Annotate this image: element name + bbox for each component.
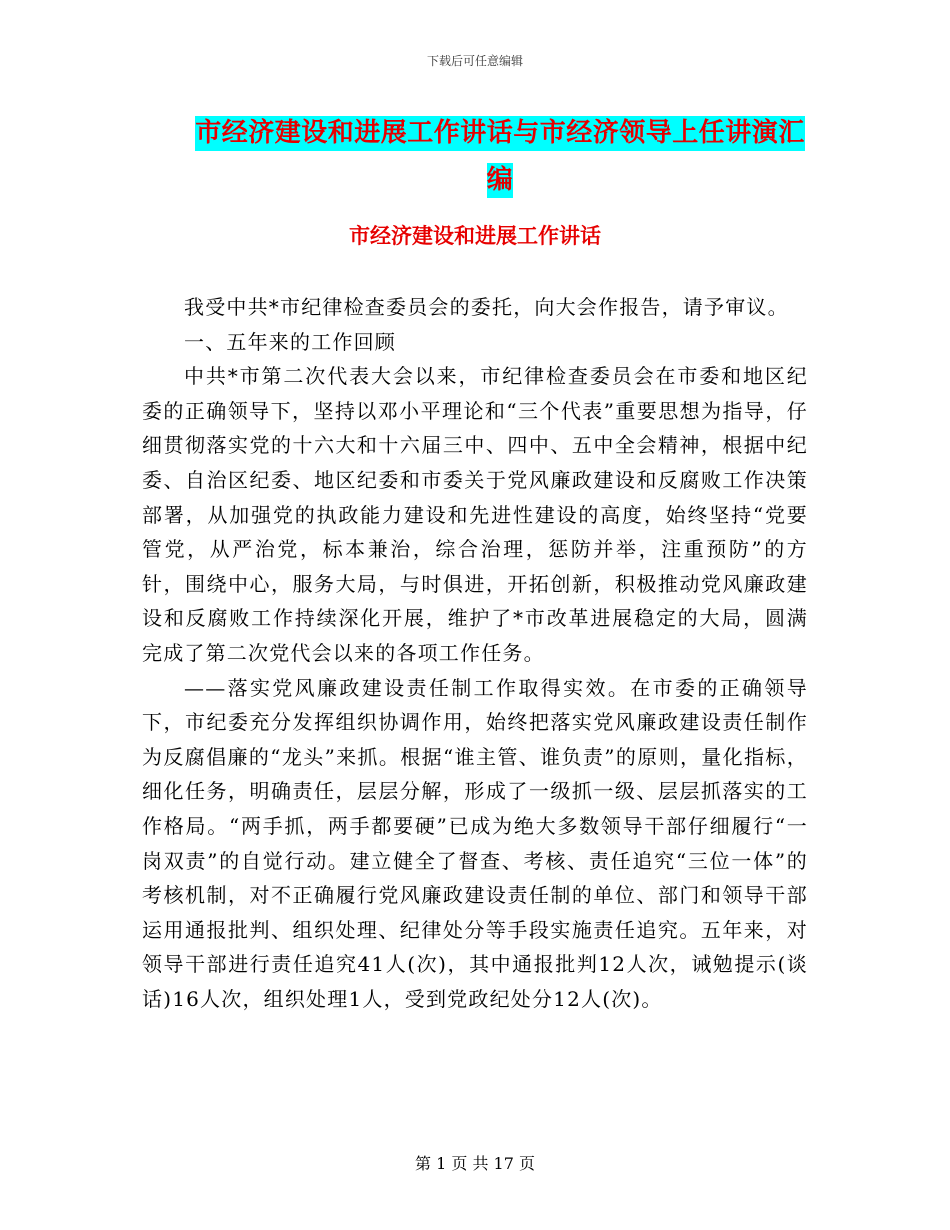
page-header-note: 下载后可任意编辑	[426, 54, 523, 68]
page-number: 第 1 页 共 17 页	[415, 1154, 535, 1173]
paragraph-review: 中共*市第二次代表大会以来，市纪律检查委员会在市委和地区纪委的正确领导下，坚持以邓小平理论和“三个代表”重要思想为指导，仔细贯彻落实党的十六大和十六届三中、四中、五中全会精神，根据中纪委、自治区纪委、地区纪委和市委关于党风廉政建设和反腐败工作决策部署，从加强党的执政能力建设和先进性建设的高度，始终坚持“党要管党，从严治党，标本兼治，综合治理，惩防并举，注重预防”的方针，围绕中心，服务大局，与时俱进，开拓创新，积极推动党风廉政建设和反腐败工作持续深化开展，维护了*市改革进展稳定的大局，圆满完成了第二次党代会以来的各项工作任务。	[142, 364, 808, 665]
heading-review: 一、五年来的工作回顾	[184, 329, 396, 354]
paragraph-intro: 我受中共*市纪律检查委员会的委托，向大会作报告，请予审议。	[184, 295, 789, 319]
paragraph-responsibility: ——落实党风廉政建设责任制工作取得实效。在市委的正确领导下，市纪委充分发挥组织协调作用，始终把落实党风廉政建设责任制作为反腐倡廉的“龙头”来抓。根据“谁主管、谁负责”的原则，量化指标，细化任务，明确责任，层层分解，形成了一级抓一级、层层抓落实的工作格局。“两手抓，两手都要硬”已成为绝大多数领导干部仔细履行“一岗双责”的自觉行动。建立健全了督查、考核、责任追究“三位一体”的考核机制，对不正确履行党风廉政建设责任制的单位、部门和领导干部运用通报批判、组织处理、纪律处分等手段实施责任追究。五年来，对领导干部进行责任追究41人(次)，其中通报批判12人次，诫勉提示(谈话)16人次，组织处理1人，受到党政纪处分12人(次)。	[142, 675, 808, 1011]
document-title	[190, 110, 810, 204]
section-title: 市经济建设和进展工作讲话	[349, 224, 601, 248]
document-body	[142, 290, 808, 1016]
document-title-line-2: 编	[487, 163, 514, 198]
document-title-line-1: 市经济建设和进展工作讲话与市经济领导上任讲演汇	[195, 116, 805, 151]
